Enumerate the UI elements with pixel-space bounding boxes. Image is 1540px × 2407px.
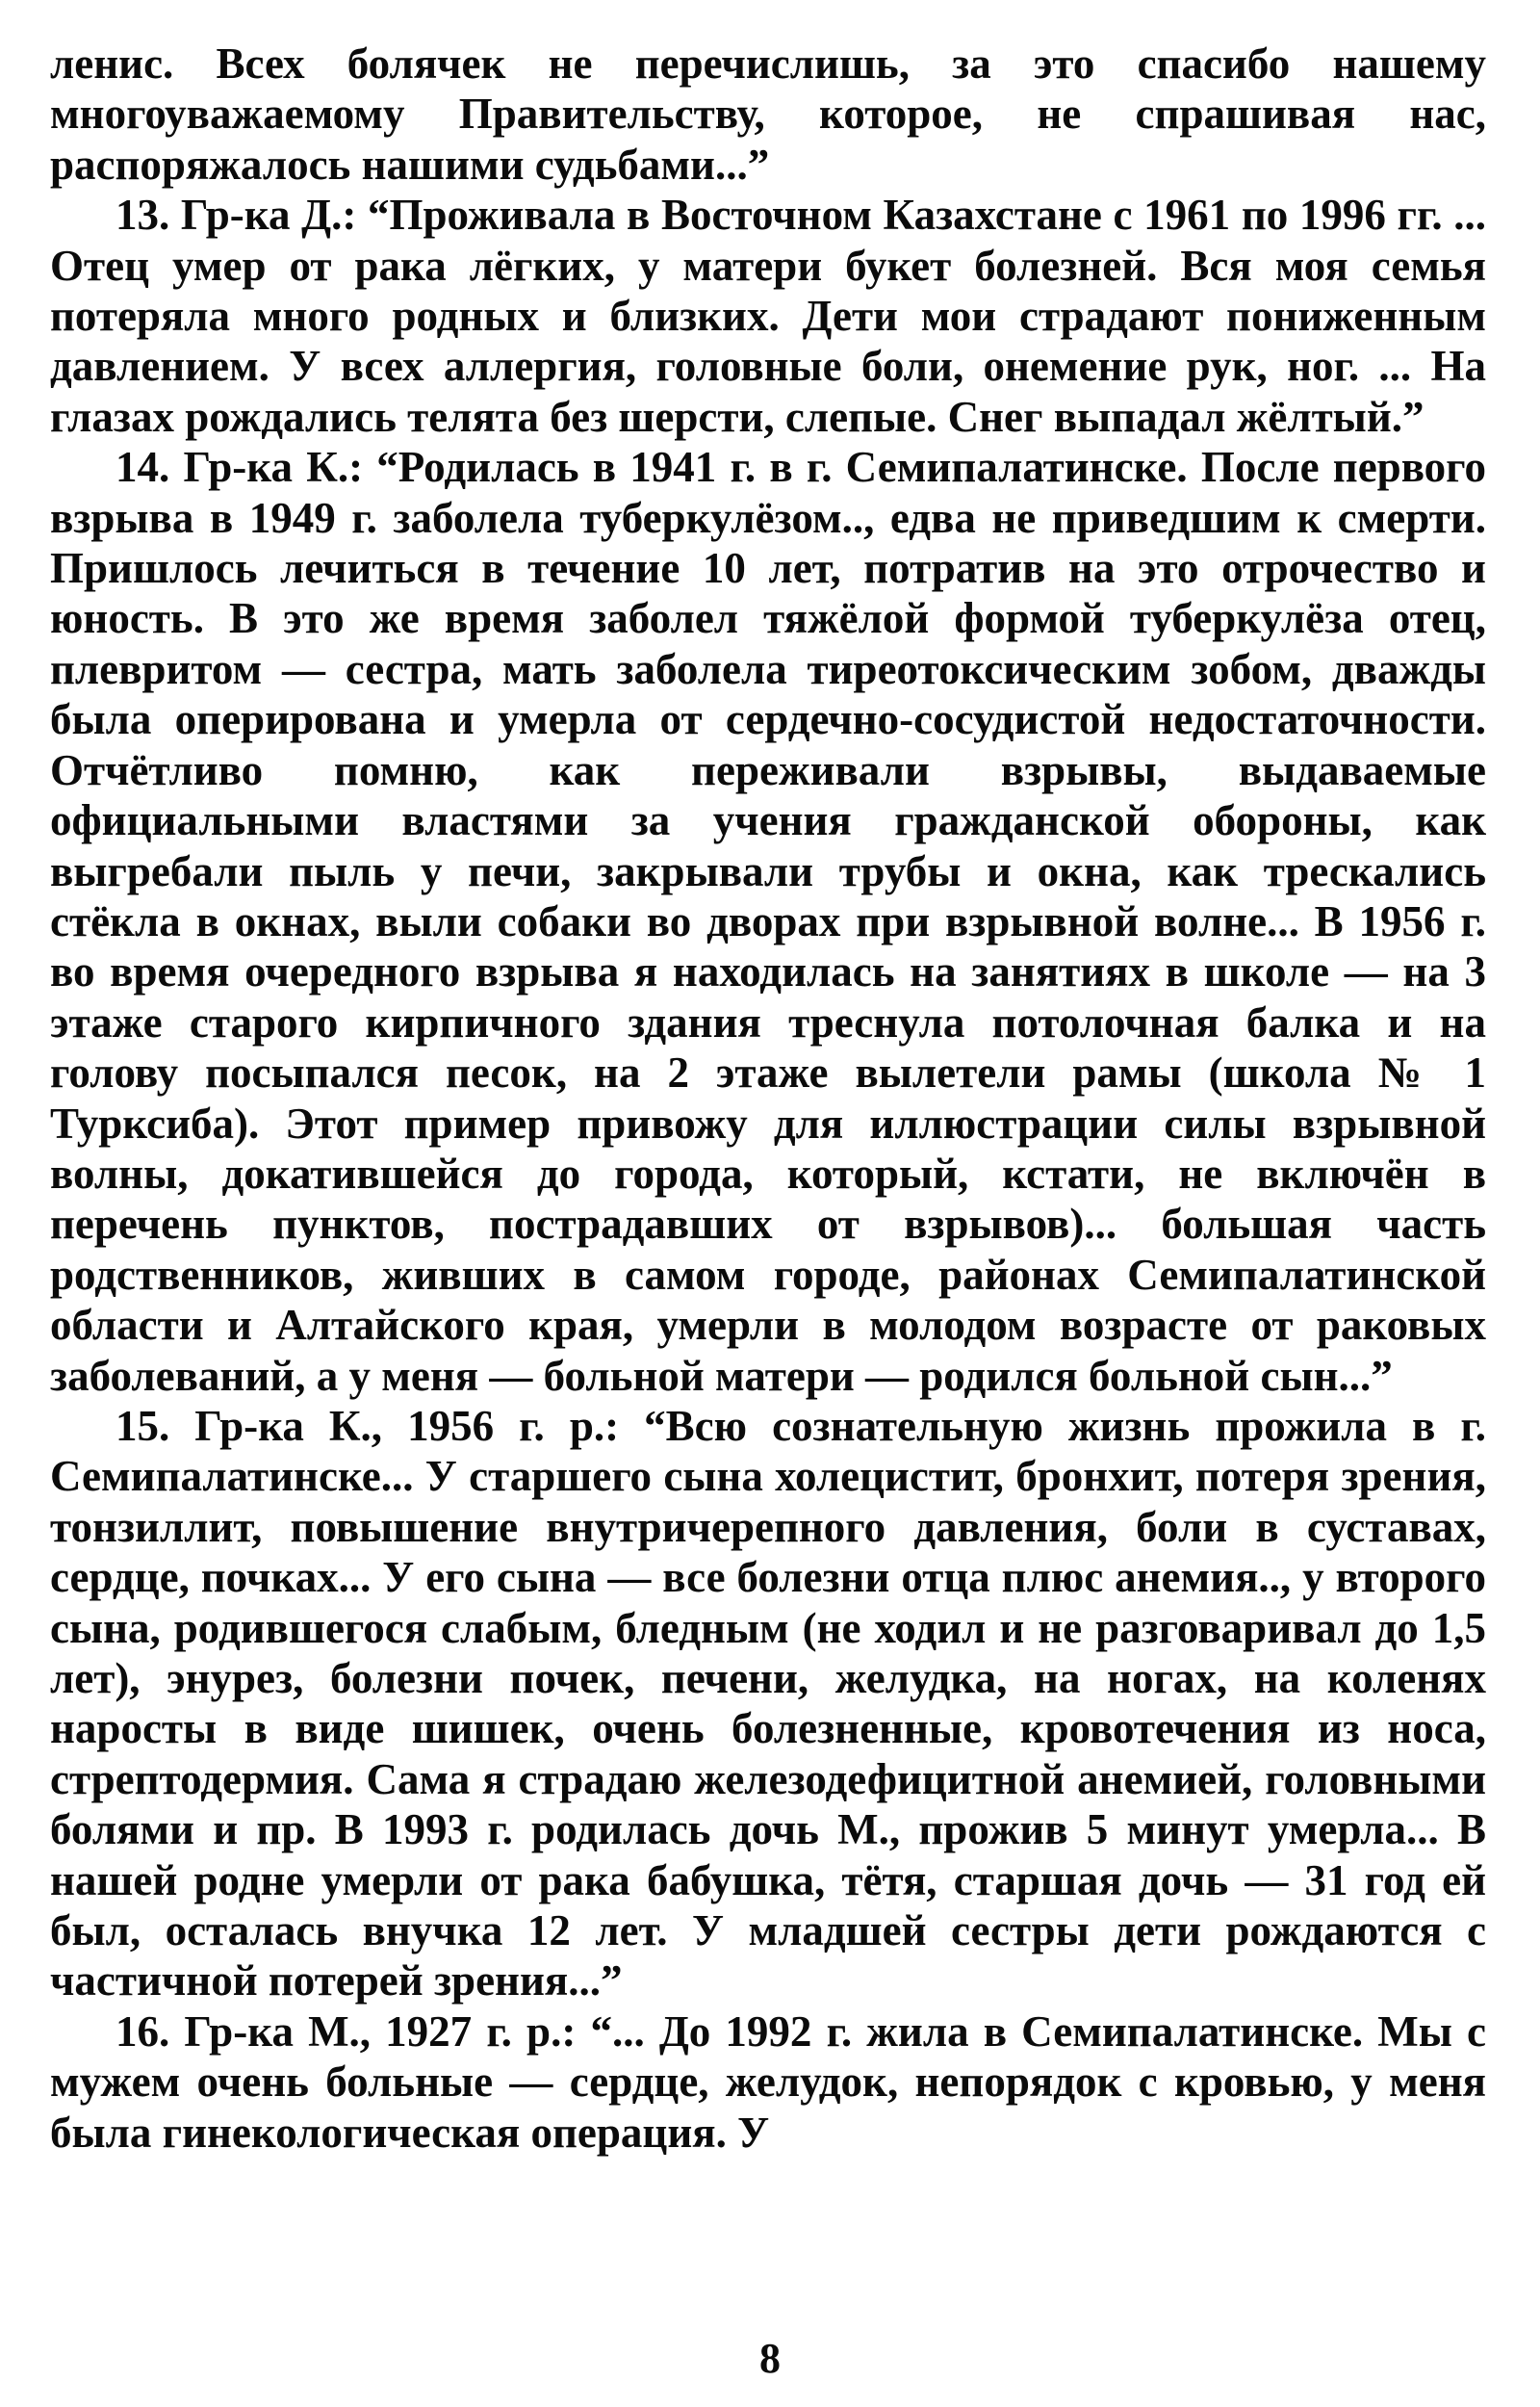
- paragraph-item-13: 13. Гр-ка Д.: “Проживала в Восточном Казахстане с 1961 по 1996 гг. ... Отец умер от рака лёгких, у матери букет болезней. Вся моя семья потеряла много родных и близких. Дети мои страдают пониженным давлением. У всех аллергия, головные боли, онемение рук, ног. ... На глазах рождались телята без шерсти, слепые. Снег выпадал жёлтый.”: [50, 191, 1486, 441]
- page-text-body: [50, 39, 1486, 2158]
- page-number: 8: [759, 2335, 781, 2382]
- paragraph-item-16: 16. Гр-ка М., 1927 г. р.: “... До 1992 г. жила в Семипалатинске. Мы с мужем очень больные — сердце, желудок, непорядок с кровью, у меня была гинекологическая операция. У: [50, 2006, 1486, 2157]
- paragraph-item-14: 14. Гр-ка К.: “Родилась в 1941 г. в г. Семипалатинске. После первого взрыва в 1949 г. заболела туберкулёзом.., едва не приведшим к смерти. Пришлось лечиться в течение 10 лет, потратив на это отрочество и юность. В это же время заболел тяжёлой формой туберкулёза отец, плевритом — сестра, мать заболела тиреотоксическим зобом, дважды была оперирована и умерла от сердечно-сосудистой недостаточности. Отчётливо помню, как переживали взрывы, выдаваемые официальными властями за учения гражданской обороны, как выгребали пыль у печи, закрывали трубы и окна, как трескались стёкла в окнах, выли собаки во дворах при взрывной волне... В 1956 г. во время очередного взрыва я находилась на занятиях в школе — на 3 этаже старого кирпичного здания треснула потолочная балка и на голову посыпался песок, на 2 этаже вылетели рамы (школа № 1 Турксиба). Этот пример привожу для иллюстрации силы взрывной волны, докатившейся до города, который, кстати, не включён в перечень пунктов, пострадавших от взрывов)... большая часть родственников, живших в самом городе, районах Семипалатинской области и Алтайского края, умерли в молодом возрасте от раковых заболеваний, а у меня — больной матери — родился больной сын...”: [50, 443, 1486, 1400]
- paragraph-item-15: 15. Гр-ка К., 1956 г. р.: “Всю сознательную жизнь прожила в г. Семипалатинске... У старшего сына холецистит, бронхит, потеря зрения, тонзиллит, повышение внутричерепного давления, боли в суставах, сердце, почках... У его сына — все болезни отца плюс анемия.., у второго сына, родившегося слабым, бледным (не ходил и не разговаривал до 1,5 лет), энурез, болезни почек, печени, желудка, на ногах, на коленях наросты в виде шишек, очень болезненные, кровотечения из носа, стрептодермия. Сама я страдаю железодефицитной анемией, головными болями и пр. В 1993 г. родилась дочь М., прожив 5 минут умерла... В нашей родне умерли от рака бабушка, тётя, старшая дочь — 31 год ей был, осталась внучка 12 лет. У младшей сестры дети рождаются с частичной потерей зрения...”: [50, 1401, 1486, 2006]
- paragraph-continuation: ленис. Всех болячек не перечислишь, за это спасибо нашему многоуважаемому Правительству, которое, не спрашивая нас, распоряжалось нашими судьбами...”: [50, 39, 1486, 189]
